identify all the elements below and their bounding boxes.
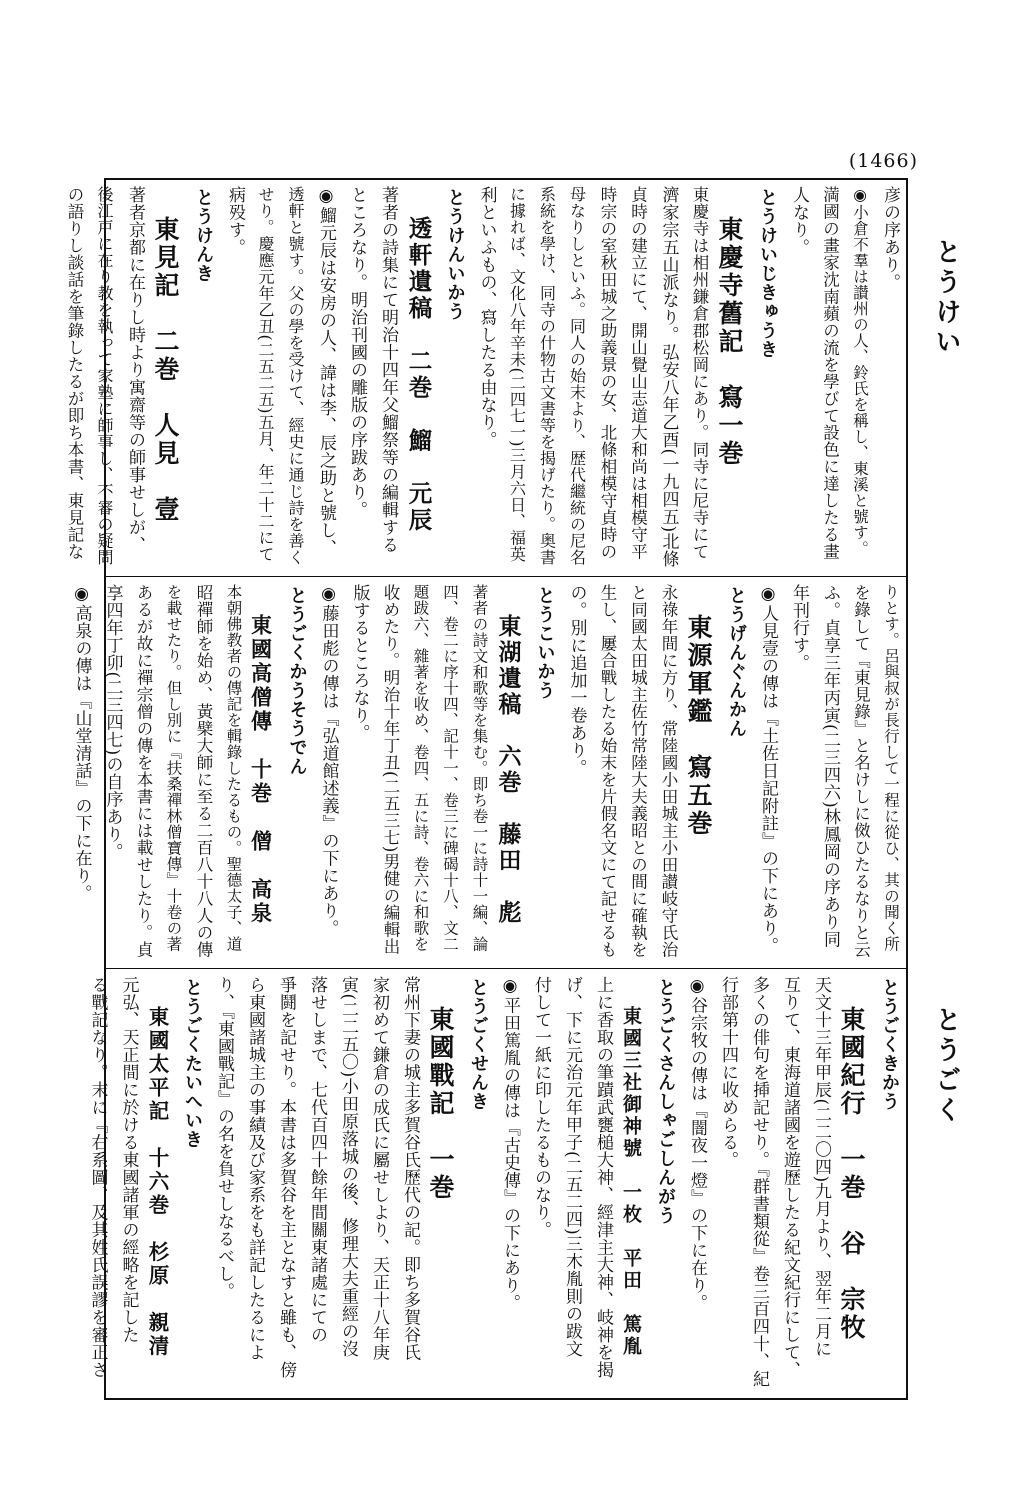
entry-reading: とうごくせんき: [468, 978, 489, 1111]
entry-title: 東湖遺稿 六巻 藤田 彪: [494, 614, 522, 926]
entry-reading: とうげんぐんかん: [726, 586, 747, 738]
band-divider-2: [104, 968, 908, 969]
entry-reading: とうごくさんしゃごしんがう: [655, 978, 676, 1225]
text-column: 母なりしといふ。同人の始末より、歴代繼統の尼名: [567, 186, 587, 566]
entry-reading: とうけいじきゅうき: [757, 188, 778, 359]
text-column: ◉人見壹の傳は『土佐日記附註』の下にあり。: [758, 584, 778, 955]
text-column: 常州下妻の城主多賀谷氏歷代の記。即ち多賀谷氏: [400, 976, 420, 1361]
text-column: ところなり。明治刊國の雕版の序跋あり。: [347, 186, 367, 519]
text-column: 後江戸に在り教を執って家塾に師事し、不審の疑問: [95, 186, 114, 566]
section-header-bottom: とうごく: [931, 1006, 961, 1126]
page-number: (1466): [848, 150, 918, 172]
text-column: 題跋六、雜著を收め、卷四、五に詩、卷六に和歌を: [411, 584, 430, 952]
text-column: 人なり。: [789, 186, 809, 256]
text-column: ◉平田篤胤の傳は『古史傳』の下にあり。: [500, 976, 520, 1312]
text-column: ◉鰡元辰は安房の人、諱は李、辰之助と號し、: [316, 186, 336, 557]
entry-title: 東國紀行 一巻 谷 宗牧: [837, 1006, 866, 1342]
text-column: 彦の序あり。: [880, 186, 900, 291]
text-column: 満國の畫家沈南蘋の流を學びて設色に達したる畫: [820, 186, 840, 560]
text-column: ◉谷宗牧の傳は『闇夜一燈』の下に在り。: [687, 976, 707, 1312]
entry-reading: とうごくきかう: [879, 978, 900, 1111]
text-column: あるが故に禪宗僧の傳を本書には載せしたり。貞: [134, 584, 153, 958]
text-column: 東慶寺は相州鎌倉郡松岡にあり。同寺に尼寺にて: [690, 186, 709, 560]
entry-reading: とうけんいかう: [444, 188, 466, 321]
text-column: ◉小倉不羣は讃州の人、鈴氏を稱し、東溪と號す。: [851, 186, 869, 557]
text-column: 享四年丁卯(二三四七)の自序あり。: [102, 584, 123, 861]
entry-title: 東慶寺舊記 寫一巻: [715, 216, 744, 468]
entry-title: 東國高僧傳 十巻 僧 高泉: [248, 614, 274, 926]
entry-title: 東見記 二巻 人見 壹: [151, 216, 180, 524]
text-column: 家初めて鎌倉の成氏に屬せしより、天正十八年庚: [369, 976, 389, 1361]
text-column: 著者京都に在りし時より寓齋等の師事せしが、: [125, 186, 145, 554]
text-column: ◉藤田彪の傳は『弘道館述義』の下にあり。: [318, 584, 339, 937]
text-column: 濟家宗五山派なり。弘安八年乙酉(一九四五)北條: [658, 186, 679, 568]
text-column: を載せたり。但し別に『扶桑禪林僧寶傳』十卷の著: [164, 584, 183, 952]
text-column: 系統を學け、同寺の什物古文書等を揭げたり。奥書: [537, 186, 557, 566]
text-band-3: [87, 976, 900, 1394]
text-column: 病殁す。: [225, 186, 245, 256]
entry-title: 透軒遺稿 二巻 鰡 元辰: [404, 216, 433, 534]
text-column: 著者の詩文和歌等を集む。即ち卷一に詩十一編、論: [470, 584, 489, 952]
text-column: 行部第十四に收めらる。: [718, 976, 738, 1169]
section-header-top: とうけい: [931, 238, 961, 358]
entry-reading: とうごくかうそうでん: [286, 586, 308, 776]
text-column: と同國太田城主佐竹常陸大夫義昭との間に確執を: [628, 584, 648, 958]
text-column: 爭鬪を記せり。本書は多賀谷を主となすと雖も、傍: [276, 976, 296, 1379]
text-column: 版するところなり。: [349, 584, 370, 742]
text-column: 元弘、天正間に於ける東國諸軍の經略を記した: [118, 976, 139, 1344]
text-column: り、『東國戰記』の名を負せしなるべし。: [214, 976, 234, 1300]
text-column: 多くの俳句を揷記せり。『群書類從』卷三百四十、紀: [749, 976, 769, 1388]
text-column: 本朝佛教者の傳記を輯錄したるもの。聖德太子、道: [224, 584, 243, 952]
text-column: ◉高泉の傳は『山堂清話』の下に在り。: [71, 584, 92, 902]
text-column: に據れば、文化八年辛未(二四七一)三月六日、福英: [507, 186, 527, 563]
text-column: 上に香取の筆蹟武甕槌大神、經津主大神、岐神を揭: [593, 976, 613, 1379]
text-column: 寅(二二五〇)小田原落城の後、修理大夫重經の沒: [338, 976, 358, 1358]
text-column: を錄して『東見錄』と名けしに傚ひたるなりと云: [851, 584, 871, 958]
text-column: 著者の詩集にて明治十四年父鰡祭等の編輯する: [378, 186, 398, 554]
text-column: る戰記なり。末に『右系圖、及其姓氏誤謬を審正さ: [87, 976, 108, 1379]
text-column: 四、卷二に序十四、記十一、卷三に碑碣十八、文二: [441, 584, 459, 952]
band-divider-1: [104, 576, 908, 577]
text-column: 利といふもの、寫したる由なり。: [476, 186, 497, 449]
text-band-1: [65, 186, 900, 572]
text-column: せり。慶應元年乙丑(二五二五)五月、年二十二にて: [256, 186, 275, 563]
entry-title: 東國戰記 一巻: [426, 1006, 455, 1202]
entry-title: 東源軍鑑 寫五巻: [684, 614, 713, 838]
text-column: 貞時の建立にて、開山覺山志道大和尚は相模守平: [628, 186, 648, 560]
text-column: げ、下に元治元年甲子(二五二四)三木胤則の跋文: [562, 976, 582, 1358]
text-column: ふ。貞享三年丙寅(二三四六)林鳳岡の序あり同: [820, 584, 840, 949]
text-column: 落せしまで、七代百四十餘年間關東諸處にての: [307, 976, 327, 1344]
text-column: 年刊行す。: [789, 584, 809, 672]
text-column: 昭禪師を始め、黃檗大師に至る二百八十八人の傳: [194, 584, 213, 958]
text-column: 收めたり。明治十年丁丑(二五三七)男健の編輯出: [381, 584, 400, 955]
entry-title: 東國太平記 十六巻 杉原 親清: [145, 1006, 169, 1359]
text-column: 時宗の室秋田城之助義景の女、北條相模守貞時の: [598, 186, 617, 560]
text-column: 天文十三年甲辰(二二〇四)九月より、翌年二月に: [811, 976, 831, 1358]
entry-reading: とうごくたいへいき: [182, 978, 203, 1149]
entry-reading: とうこいかう: [534, 586, 556, 700]
text-column: 透軒と號す。父の學を受けて、經史に通じ詩を善く: [286, 186, 305, 566]
text-column: の語りし談話を筆錄したるが即ち本書、東見記な: [65, 186, 84, 560]
text-column: の。別に追加一卷あり。: [566, 584, 587, 777]
text-column: 付して一紙に印したるものなり。: [531, 976, 551, 1239]
text-column: 永祿年間に方り、常陸國小田城主小田讃岐守氏治: [659, 584, 678, 958]
entry-reading: とうけんき: [193, 188, 214, 283]
text-column: りとす。呂與叔が長行して一程に從ひ、其の聞く所: [882, 584, 900, 952]
text-column: 生し、屢合戰したる始末を片假名文にて記せるも: [598, 584, 617, 958]
text-column: ら東國諸城主の事績及び家系をも詳記したるによ: [245, 976, 265, 1361]
text-band-2: [71, 584, 900, 964]
entry-title: 東國三社御神號 一枚 平田 篤胤: [620, 1006, 642, 1358]
text-column: 互りて、東海道諸國を遊歷したる紀文紀行にして、: [780, 976, 800, 1379]
